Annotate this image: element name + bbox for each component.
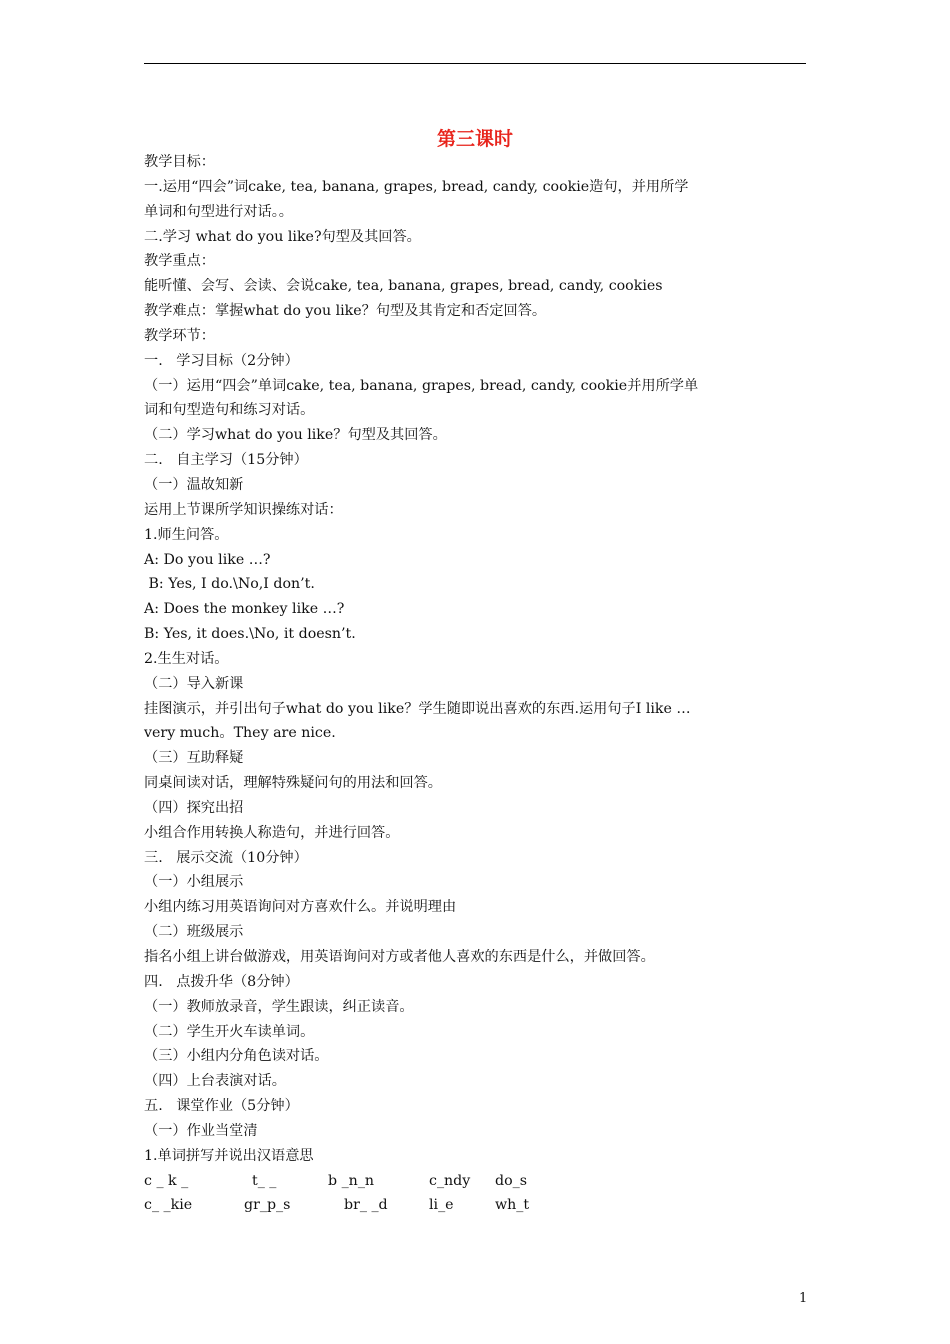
text-line: 词和句型造句和练习对话。: [144, 402, 315, 419]
exercise-word: b _n_n: [328, 1172, 375, 1189]
text-line: 能听懂、会写、会读、会说cake, tea, banana, grapes, bread, candy, cookies: [144, 278, 663, 295]
text-line: 三. 展示交流（10分钟）: [144, 849, 308, 866]
text-line: 一. 学习目标（2分钟）: [144, 352, 299, 369]
text-line: B: Yes, it does.\No, it doesn’t.: [144, 626, 356, 643]
text-line: 运用上节课所学知识操练对话：: [144, 501, 343, 518]
exercise-word: wh_t: [495, 1197, 530, 1214]
page-number: 1: [799, 1291, 808, 1306]
text-line: 指名小组上讲台做游戏，用英语询问对方或者他人喜欢的东西是什么，并做回答。: [144, 949, 655, 965]
text-line: （四）探究出招: [144, 799, 244, 816]
text-line: （三）小组内分角色读对话。: [144, 1048, 329, 1065]
text-line: （三）互助释疑: [144, 750, 244, 767]
text-line: 1.单词拼写并说出汉语意思: [144, 1147, 314, 1164]
text-line: 四. 点拨升华（8分钟）: [144, 973, 299, 990]
exercise-word: c_ndy: [429, 1172, 471, 1189]
exercise-word: c_ _kie: [144, 1197, 193, 1214]
text-line: 五. 课堂作业（5分钟）: [144, 1098, 299, 1115]
text-line: （一）运用“四会”单词cake, tea, banana, grapes, bread, candy, cookie并用所学单: [144, 377, 699, 394]
text-line: 同桌间读对话，理解特殊疑问句的用法和回答。: [144, 775, 442, 792]
text-line: （二）班级展示: [144, 924, 244, 941]
text-line: 单词和句型进行对话。。: [144, 203, 293, 220]
exercise-row: [144, 1169, 814, 1194]
text-line: 二. 自主学习（15分钟）: [144, 452, 308, 469]
text-line: （一）小组展示: [144, 874, 244, 891]
text-line: （二）学习what do you like？句型及其回答。: [144, 427, 447, 444]
text-line: 教学目标：: [144, 154, 215, 170]
text-line: 挂图演示，并引出句子what do you like？学生随即说出喜欢的东西.运用句子I like …: [144, 700, 691, 717]
exercise-word: t_ _: [252, 1172, 277, 1189]
text-line: A: Do you like …?: [144, 551, 271, 568]
text-line: 二.学习 what do you like?句型及其回答。: [144, 228, 421, 245]
exercise-word: do_s: [495, 1172, 527, 1189]
header-rule: [144, 63, 806, 64]
text-line: （二）导入新课: [144, 675, 244, 692]
text-line: （四）上台表演对话。: [144, 1073, 286, 1090]
exercise-word: gr_p_s: [244, 1197, 291, 1214]
text-line: （一）作业当堂清: [144, 1122, 258, 1139]
text-line: （二）学生开火车读单词。: [144, 1023, 315, 1040]
text-line: 1.师生问答。: [144, 526, 229, 543]
text-line: （一）教师放录音，学生跟读，纠正读音。: [144, 998, 414, 1015]
text-line: 教学重点：: [144, 253, 215, 270]
text-line: 一.运用“四会”词cake, tea, banana, grapes, bread, candy, cookie造句，并用所学: [144, 178, 689, 195]
text-line: 教学环节：: [144, 327, 215, 344]
text-line: 2.生生对话。: [144, 650, 229, 667]
exercise-word: br_ _d: [344, 1197, 388, 1214]
text-line: 教学难点：掌握what do you like？句型及其肯定和否定回答。: [144, 303, 547, 320]
text-line: very much。They are nice.: [144, 725, 336, 742]
text-line: A: Does the monkey like …?: [144, 601, 345, 618]
exercise-word: li_e: [429, 1197, 454, 1214]
exercise-row: [144, 1193, 814, 1218]
text-line: 小组内练习用英语询问对方喜欢什么。并说明理由: [144, 899, 457, 916]
text-line: 小组合作用转换人称造句，并进行回答。: [144, 824, 400, 841]
text-line: B: Yes, I do.\No,I don’t.: [144, 576, 315, 593]
text-line: （一）温故知新: [144, 476, 244, 493]
exercise-word: c _ k _: [144, 1172, 189, 1189]
document-body: [144, 150, 814, 1218]
page-title: 第三课时: [436, 128, 513, 150]
